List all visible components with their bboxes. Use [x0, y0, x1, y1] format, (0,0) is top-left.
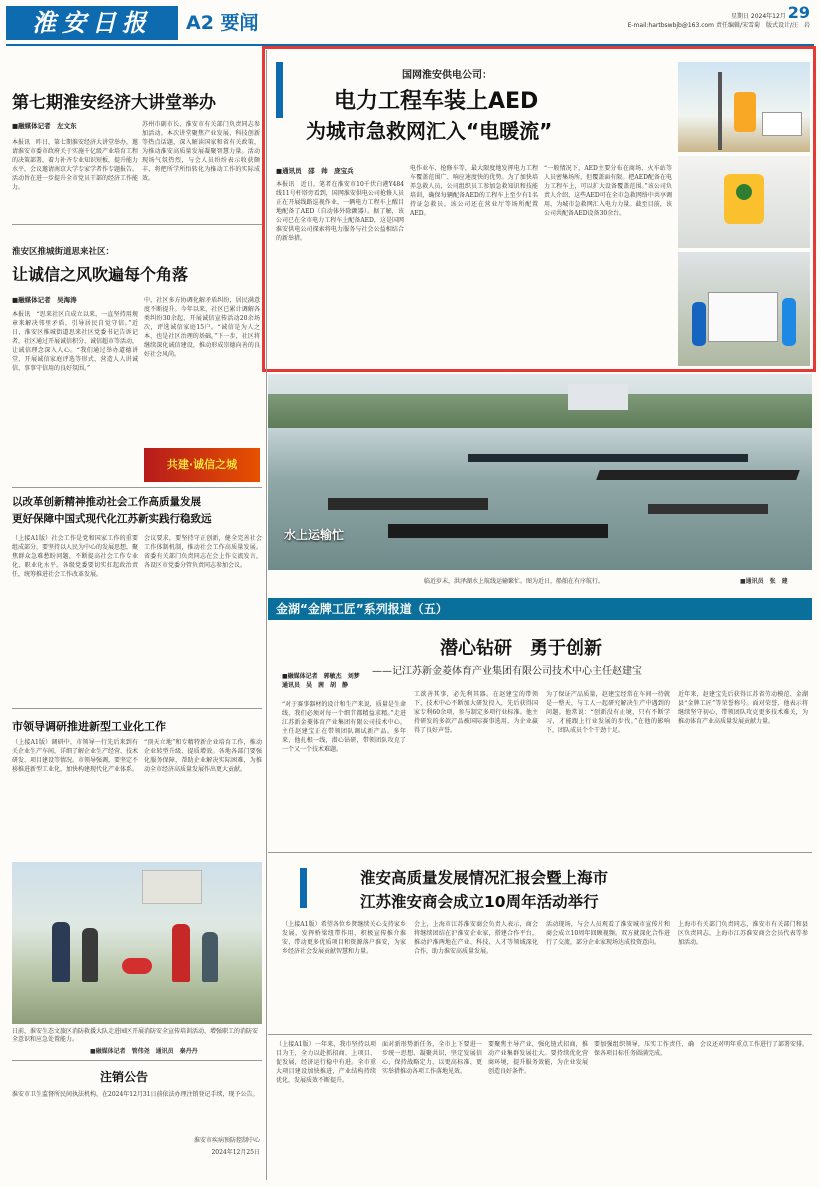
aed-title-line1: 电力工程车装上AED: [334, 89, 539, 114]
survey-body-col2: “顶天立地”和专精特新企业培育工作，推动企业转型升级、提质增效。各地各部门要强化服务保障，帮助企业解决实际困难，为推动全市经济高质量发展作出更大贡献。: [144, 739, 262, 773]
innovation-body-col1: “对于赛事器材的设计和生产来说，质量是生命线，我们必须对每一个细节都精益求精。”走进江苏新金菱体育产业集团有限公司技术中心，主任赵建宝正在带领团队调试新产品。多年来，他扎根一线，潜心钻研，带领团队攻克了一个又一个技术难题。: [282, 701, 406, 753]
commerce-title-line1: 淮安高质量发展情况汇报会暨上海市: [360, 869, 609, 887]
commerce-body-col2: 会上，上海市江苏淮安商会负责人表示，商会将继续团结在沪淮安企业家，搭建合作平台，推动沪淮两地在产业、科技、人才等领域深化合作，助力淮安高质量发展。: [414, 921, 538, 955]
fire-safety-photo: [12, 862, 262, 1024]
reform-title-line1: 以改革创新精神推动社会工作高质量发展: [12, 496, 201, 508]
divider: [268, 852, 812, 853]
divider: [12, 224, 262, 225]
notice-title: 注销公告: [100, 1070, 149, 1084]
page-label: A2 要闻: [186, 12, 259, 34]
honesty-banner: 共建·诚信之城: [144, 448, 260, 482]
aed-byline: ■通讯员 邵 帅 庞宝兵: [276, 167, 354, 175]
innovation-subtitle: ——记江苏新金菱体育产业集团有限公司技术中心主任赵建宝: [372, 666, 642, 677]
masthead-info: [620, 3, 810, 30]
divider: [12, 708, 262, 709]
bottom-body-col4: 要加强组织领导，压实工作责任，确保各项目标任务圆满完成。: [594, 1041, 694, 1057]
aed-photo-top: [678, 62, 810, 152]
river-photo-overlay-text: 水上运输忙: [284, 528, 345, 542]
innovation-body-col2: 工欲善其事，必先利其器。在赵建宝的带领下，技术中心不断加大研发投入，先后获得国家专利60余项，参与制定多项行业标准。他主持研发的多款产品被国际赛事选用，为企业赢得了良好声誉。: [414, 691, 538, 734]
series-banner: 金湖“金牌工匠”系列报道（五）: [268, 598, 812, 620]
wind-byline: ■融媒体记者 吴海涛: [12, 296, 77, 304]
reform-body-col1: （上接A1版）社会工作是党和国家工作的重要组成部分，要坚持以人民为中心的发展思想，聚焦群众急难愁盼问题，不断提高社会工作专业化、职业化水平。各级党委要切实扛起政治责任，统筹推进社会工作改革发展。: [12, 535, 138, 578]
date-year-month: 2024年12月: [750, 13, 786, 20]
aed-body-col1: 本报讯 近日，笔者在淮安市10千伏白港Y484线11号杆塔旁看到，国网淮安供电公司抢修人员正在开展线路巡视作业，一辆电力工程车上醒目地配备了AED（自动体外除颤器）。据了解，该公司已在全市电力工程车上配备AED，这是国网淮安供电公司探索将电力服务与社会公益相结合的新举措。: [276, 181, 404, 242]
fire-photo-credit: ■融媒体记者 管伟尧 通讯员 秦丹丹: [90, 1048, 198, 1055]
commerce-body-col4: 上海市有关部门负责同志，淮安市有关部门和县区负责同志，上海市江苏淮安商会会员代表等参加活动。: [678, 921, 808, 946]
survey-title: 市领导调研推进新型工业化工作: [12, 720, 166, 733]
aed-title-line2: 为城市急救网汇入“电暖流”: [306, 119, 553, 143]
river-photo-caption: 临近岁末，洪泽湖水上航线运输繁忙。图为近日，船舶在有序航行。: [424, 578, 605, 585]
lecture-title: 第七期淮安经济大讲堂举办: [12, 93, 216, 113]
innovation-title: 潜心钻研 勇于创新: [440, 638, 602, 659]
bottom-body-col5: 会议还对明年重点工作进行了部署安排。: [700, 1041, 809, 1048]
aed-title-accent: [276, 62, 283, 118]
innovation-body-col4: 近年来，赵建宝先后获得江苏省劳动模范、金湖县“金牌工匠”等荣誉称号。面对荣誉，他表示将继续坚守初心，带领团队攻克更多技术难关，为推动体育产业高质量发展贡献力量。: [678, 691, 808, 725]
wind-kicker: 淮安区推城街道思来社区：: [12, 247, 115, 257]
divider: [12, 1060, 262, 1061]
contact-email: E-mail:hartbswbjb@163.com: [627, 22, 715, 29]
innovation-byline: ■融媒体记者 郭敏杰 刘梦 通讯员 吴 茜 胡 静: [282, 673, 360, 689]
innovation-body-col3: 为了保证产品质量，赵建宝经常在车间一待就是一整天，与工人一起研究解决生产中遇到的问题。他常说：“创新没有止境，只有不断学习，才能跟上行业发展的步伐。”在他的影响下，团队成员个个干劲十足。: [546, 691, 670, 734]
aed-body-col2: 电作业车、抢修车等，最大限度地发挥电力工程车覆盖范围广、响应速度快的优势。为了加快培养急救人员，公司组织员工参加急救知识和技能培训，确保每辆配备AED的工程车上至少有1名持证急救员。该公司还在营业厅等场所配置AED。: [410, 165, 538, 217]
lecture-byline: ■融媒体记者 左文东: [12, 122, 77, 130]
fire-photo-caption: 日前，淮安生态文旅区消防救援大队走进园区开展消防安全宣传培训活动，增强职工的消防安全意识和应急处置能力。: [12, 1028, 259, 1043]
survey-body-col1: （上接A1版）调研中，市领导一行先后来到有关企业生产车间，详细了解企业生产经营、技术研发、项目建设等情况。市领导强调，要坚定不移推进新型工业化，加快构建现代化产业体系。: [12, 739, 138, 773]
notice-date: 2024年12月25日: [211, 1149, 260, 1156]
notice-signer: 淮安市疾病预防控制中心: [193, 1137, 260, 1144]
column-separator: [266, 50, 267, 1180]
aed-body-col3: “一般情况下，AED主要分布在商场、火车站等人员密集场所，但覆盖面有限。把AED配备在电力工程车上，可以扩大设备覆盖范围。”该公司负责人介绍，这些AED可在全市急救网络中共享调用，为城市急救网汇入电力力量。截至目前，该公司共配备AED设备30余台。: [544, 165, 672, 217]
aed-kicker: 国网淮安供电公司：: [402, 70, 492, 81]
notice-text: 淮安市卫生监督所民间执法机构，在2024年12月31日前依法办理注销登记手续，现予公告。: [12, 1091, 259, 1098]
reform-title-line2: 更好保障中国式现代化江苏新实践行稳致远: [12, 513, 212, 525]
lecture-body-col1: 本报讯 昨日，第七期淮安经济大讲堂举办，邀请淮安市委市政府关于实施千亿级产业培育工程的决策部署，着力补齐专业知识短板，提升能力水平，会议邀请南京大学专家学者作专题报告。活动旨在进一步提升全市党员干部的经济工作能力。: [12, 139, 138, 191]
commerce-body-col3: 活动现场，与会人员观看了淮安城市宣传片和商会成立10周年回顾视频。双方就深化合作进行了交流，部分企业家现场达成投资意向。: [546, 921, 670, 946]
lecture-body-col2: 苏州市副市长、淮安市有关部门负责同志参加活动。本次讲堂聚焦产业发展、科技创新等热点话题，深入解读国家和省有关政策，为推动淮安高质量发展凝聚智慧力量。活动现场气氛热烈，与会人员纷纷表示收获颇丰，将把所学所悟转化为推动工作的实际成效。: [142, 121, 260, 182]
river-photo-credit: ■通讯员 张 建: [740, 578, 788, 585]
aed-photo-middle: [678, 156, 810, 248]
commerce-title-line2: 江苏淮安商会成立10周年活动举行: [360, 893, 599, 911]
divider: [268, 1034, 812, 1035]
commerce-body-col1: （上接A1版）希望各位乡贤继续关心支持家乡发展，发挥桥梁纽带作用，积极宣传推介淮安，带动更多优质项目和资源落户淮安，为家乡经济社会发展贡献智慧和力量。: [282, 921, 406, 955]
newspaper-logo: 淮安日报: [6, 6, 178, 40]
river-transport-photo: [268, 374, 812, 570]
commerce-title-accent: [300, 868, 307, 908]
bottom-body-col3: 要聚焦主导产业，强化链式招商，推动产业集群发展壮大。要持续优化营商环境，提升服务效能，为企业发展创造良好条件。: [488, 1041, 588, 1075]
weekday: 星期日: [730, 13, 749, 20]
wind-title: 让诚信之风吹遍每个角落: [12, 265, 189, 284]
wind-body-col1: 本报讯 “思来社区自成立以来，一直坚持用规章来解决邻里矛盾，引导居民自觉守信。”近日，淮安区推城街道思来社区党委书记告诉记者，社区通过开展诚信积分、诚信超市等活动，让诚信理念深入人心。“我们通过举办道德讲堂、开展诚信家庭评选等形式，营造人人讲诚信、事事守信用的良好氛围。”: [12, 311, 138, 372]
bottom-body-col1: （上接A1版）一年来，我市坚持以项目为王，全力以赴抓招商、上项目、促发展，经济运行稳中有进。全市重大项目建设加快推进，产业结构持续优化，发展质效不断提升。: [276, 1041, 376, 1084]
aed-photo-bottom: [678, 252, 810, 366]
date-day: 29: [787, 3, 810, 22]
divider: [12, 487, 262, 488]
editors-line: 责任编辑/宋雪菊 版式设计/汪 岩: [715, 22, 810, 29]
reform-body-col2: 会议要求，要坚持守正创新，健全完善社会工作体制机制，推动社会工作高质量发展。省委有关部门负责同志在会上作交流发言，各设区市党委分管负责同志参加会议。: [144, 535, 262, 569]
bottom-body-col2: 面对新形势新任务，全市上下要进一步统一思想、凝聚共识，坚定发展信心，保持战略定力，以更高标准、更实举措推动各项工作落地见效。: [382, 1041, 482, 1075]
wind-body-col2: 中，社区多方协调化解矛盾纠纷，居民满意度不断提升。今年以来，社区已累计调解各类纠纷30余起，开展诚信宣传活动20余场次，评选诚信家庭15户。“诚信是为人之本，也是社区治理的基础。”下一步，社区将继续深化诚信建设，推动形成崇德向善的良好社会风尚。: [144, 297, 260, 358]
